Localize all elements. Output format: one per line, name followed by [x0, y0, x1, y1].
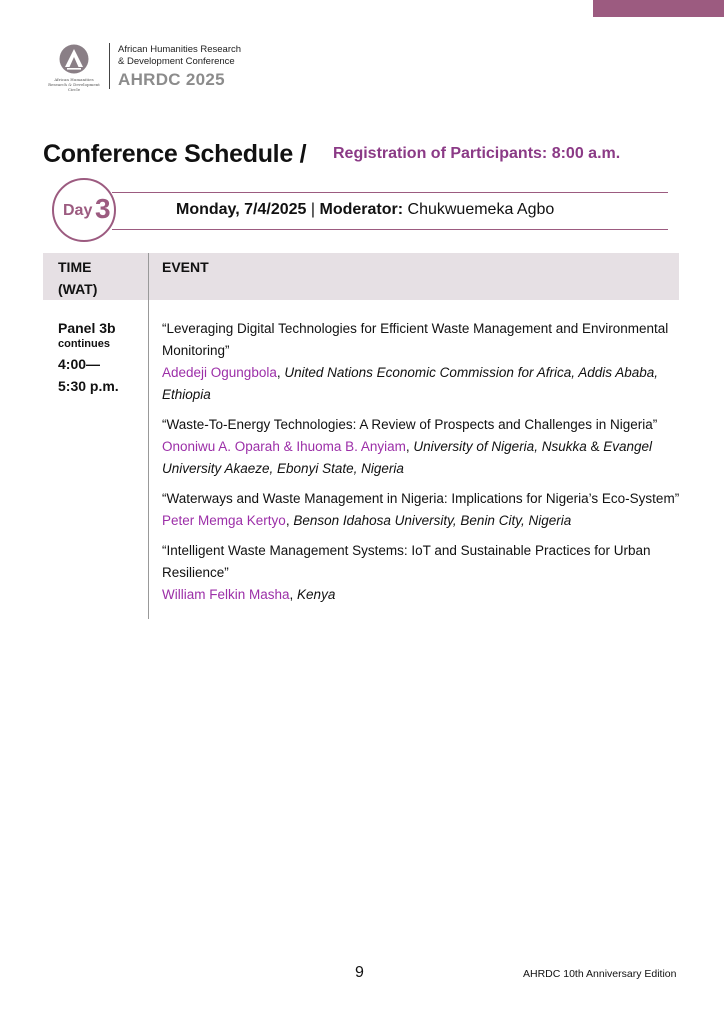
ahrdc-logo-icon — [59, 44, 89, 74]
event-presenter: Ononiwu A. Oparah & Ihuoma B. Anyiam, University of Nigeria, Nsukka & Evangel University Akaeze, Ebonyi State, Nigeria — [162, 439, 653, 476]
page-title: Conference Schedule / — [43, 140, 307, 168]
affiliation-joiner: & — [586, 439, 604, 454]
event-list — [162, 318, 682, 614]
day-number: 3 — [95, 193, 111, 224]
column-header-time-line2: (WAT) — [58, 281, 98, 297]
day-date: Monday, 7/4/2025 — [176, 201, 307, 218]
page-number: 9 — [355, 964, 364, 981]
day-rule-bottom — [112, 229, 668, 230]
conference-code: AHRDC 2025 — [118, 70, 225, 89]
day-label: Day — [63, 202, 93, 219]
conference-logo — [46, 44, 102, 90]
event-presenter: Peter Memga Kertyo, Benson Idahosa University, Benin City, Nigeria — [162, 513, 572, 528]
event-authors: Ononiwu A. Oparah & Ihuoma B. Anyiam — [162, 439, 406, 454]
edition-label: AHRDC 10th Anniversary Edition — [523, 968, 677, 980]
event-presenter: Adedeji Ogungbola, United Nations Economic Commission for Africa, Addis Ababa, Ethiopia — [162, 365, 659, 402]
event-affiliation-secondary: Evangel University Akaeze, Ebonyi State, Nigeria — [162, 439, 653, 476]
column-header-time-line1: TIME — [58, 259, 92, 275]
time-cell — [58, 319, 146, 397]
event-affiliation: Kenya — [297, 587, 336, 602]
event-affiliation: University of Nigeria, Nsukka — [413, 439, 587, 454]
event-item — [162, 414, 682, 480]
schedule-table-header — [43, 253, 679, 300]
event-item — [162, 540, 682, 606]
event-title: “Waterways and Waste Management in Nigeria: Implications for Nigeria’s Eco-System” — [162, 491, 680, 506]
event-title: “Intelligent Waste Management Systems: IoT and Sustainable Practices for Urban Resilience” — [162, 543, 651, 580]
event-affiliation: United Nations Economic Commission for Africa, Addis Ababa, Ethiopia — [162, 365, 659, 402]
time-start: 4:00— — [58, 356, 101, 372]
registration-time: Registration of Participants: 8:00 a.m. — [333, 145, 621, 162]
logo-caption: African Humanities Research & Development Circle — [48, 77, 100, 92]
event-title: “Leveraging Digital Technologies for Efficient Waste Management and Environmental Monitoring” — [162, 321, 669, 358]
event-item — [162, 318, 682, 406]
organization-name — [118, 44, 278, 68]
time-range — [58, 353, 146, 397]
event-title: “Waste-To-Energy Technologies: A Review of Prospects and Challenges in Nigeria” — [162, 417, 658, 432]
column-header-event: EVENT — [162, 259, 209, 275]
day-badge — [52, 178, 116, 242]
event-authors: William Felkin Masha — [162, 587, 290, 602]
event-authors: Adedeji Ogungbola — [162, 365, 277, 380]
moderator-label: Moderator: — [319, 201, 404, 218]
event-affiliation: Benson Idahosa University, Benin City, Nigeria — [293, 513, 572, 528]
moderator-name: Chukwuemeka Agbo — [407, 201, 555, 218]
org-name-line-1: African Humanities Research — [118, 44, 242, 55]
org-name-line-2: & Development Conference — [118, 56, 235, 67]
header-divider — [109, 43, 110, 89]
event-presenter: William Felkin Masha, Kenya — [162, 587, 336, 602]
time-end: 5:30 p.m. — [58, 378, 119, 394]
column-divider — [148, 253, 149, 619]
day-rule-top — [112, 192, 668, 193]
continues-label: continues — [58, 338, 110, 350]
day-info — [176, 201, 554, 219]
day-separator: | — [310, 201, 316, 218]
column-header-time — [58, 256, 138, 300]
event-authors: Peter Memga Kertyo — [162, 513, 286, 528]
panel-label: Panel 3b — [58, 320, 116, 336]
event-item — [162, 488, 682, 532]
top-accent-bar — [593, 0, 724, 17]
